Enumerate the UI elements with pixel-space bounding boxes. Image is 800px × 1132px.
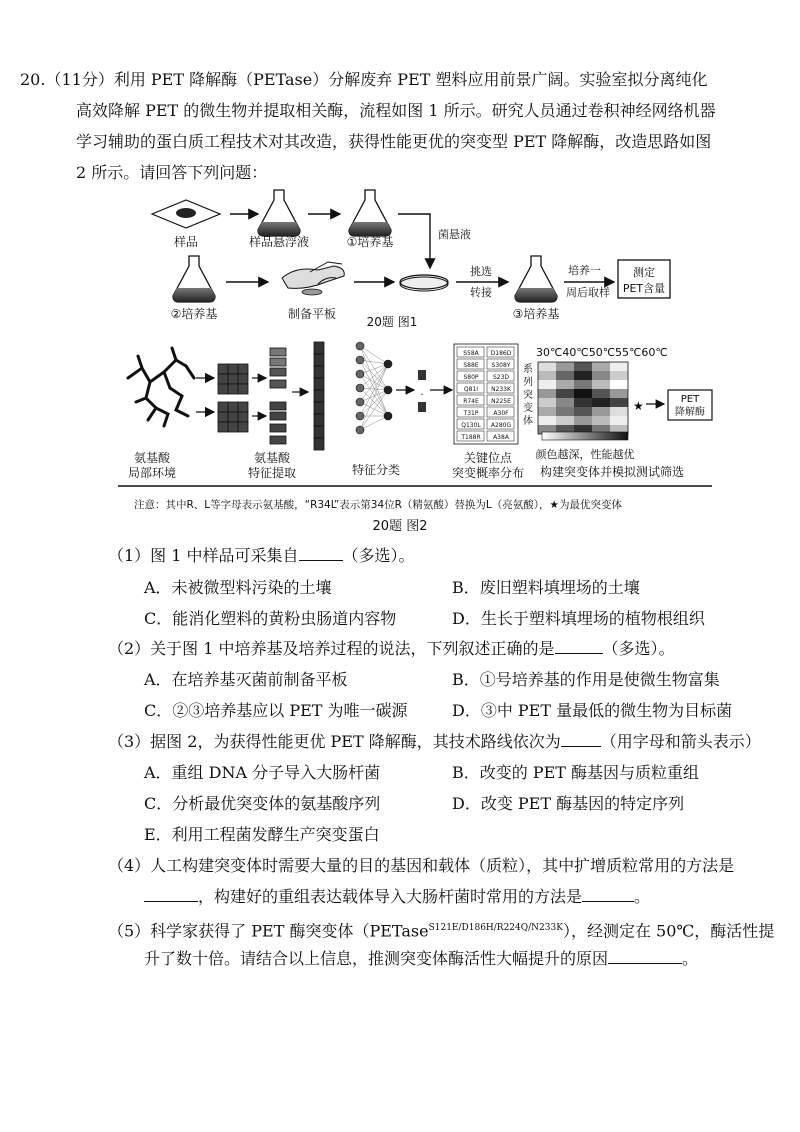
question-number: 20. [20, 70, 46, 89]
heatmap-cell [610, 398, 628, 407]
heatmap-cell [556, 380, 574, 389]
heatmap-cell [610, 362, 628, 371]
feature-vector [314, 342, 324, 450]
mutant-label: N225E [491, 398, 511, 405]
color-scale [542, 432, 628, 440]
feature-stacks [270, 348, 286, 444]
subq2-option-b[interactable]: B．①号培养基的作用是使微生物富集 [452, 670, 720, 689]
label-feat-2: 特征提取 [247, 466, 297, 480]
heatmap-cell [610, 416, 628, 425]
molecule-icon [128, 348, 194, 426]
heatmap-cell [538, 362, 556, 371]
subq2-option-d[interactable]: D．③中 PET 量最低的微生物为目标菌 [452, 701, 733, 720]
heatmap-cell [574, 371, 592, 380]
heatmap-cell [592, 398, 610, 407]
heatmap-cell [574, 362, 592, 371]
feature-cubes [218, 364, 248, 432]
mutant-label: A30F [493, 410, 509, 417]
subq1-option-a[interactable]: A．未被微型料污染的土壤 [144, 578, 332, 597]
heatmap-cell [538, 398, 556, 407]
figure2-caption: 20题 图2 [372, 519, 428, 534]
heatmap-cell [538, 416, 556, 425]
label-bacteria-liquid: 菌悬液 [438, 228, 471, 241]
heatmap-cell [538, 407, 556, 416]
heatmap-cell [610, 371, 628, 380]
best-mutant-star-icon: ★ [633, 399, 644, 413]
heatmap-cell [592, 416, 610, 425]
mutant-label: A280G [490, 422, 512, 429]
label-sample: 样品 [173, 235, 199, 249]
mutant-label: S88E [463, 362, 479, 369]
mutant-label: R74E [463, 398, 479, 405]
mutant-label: T188R [461, 434, 481, 441]
label-plate: 制备平板 [287, 307, 337, 321]
heatmap-cell [610, 407, 628, 416]
mutant-label: S58A [463, 350, 479, 357]
subq3-stem: （3）据图 2，为获得性能更优 PET 降解酶，其技术路线依次为 （用字母和箭头表示） [108, 727, 761, 757]
mutant-label: S23D [492, 374, 510, 381]
color-note: 颜色越深，性能越优 [535, 448, 635, 461]
subq1-blank[interactable] [299, 542, 343, 561]
label-env-1: 氨基酸 [133, 451, 171, 465]
subq3-option-a[interactable]: A．重组 DNA 分子导入大肠杆菌 [144, 763, 381, 782]
mutant-table [454, 344, 518, 444]
heatmap-cell [610, 380, 628, 389]
petri-dish-icon [400, 275, 448, 291]
subq4-blank-2[interactable] [582, 883, 634, 902]
heatmap [538, 362, 628, 434]
label-site-2: 突变概率分布 [451, 466, 525, 480]
heatmap-cell [538, 371, 556, 380]
heatmap-cell [574, 389, 592, 398]
series-label-char: 系 [523, 364, 533, 375]
mutant-label: Q130L [461, 422, 481, 429]
subq1-option-d[interactable]: D．生长于塑料填埋场的植物根组织 [452, 609, 705, 628]
label-medium1: ①培养基 [346, 235, 394, 249]
label-env-2: 局部环境 [127, 466, 177, 480]
heatmap-cell [592, 371, 610, 380]
label-feat-1: 氨基酸 [253, 451, 291, 465]
label-suspension: 样品悬浮液 [248, 235, 310, 249]
subq2-option-c[interactable]: C．②③培养基应以 PET 为唯一碳源 [144, 701, 408, 720]
heatmap-cell [592, 380, 610, 389]
subq3-option-e[interactable]: E．利用工程菌发酵生产突变蛋白 [144, 825, 380, 844]
subq4-line2: ，构建好的重组表达载体导入大肠杆菌时常用的方法是 。 [144, 882, 650, 912]
heatmap-cell [538, 389, 556, 398]
series-label-char: 体 [523, 416, 533, 427]
mutant-label: S308Y [491, 362, 511, 369]
subq5-blank[interactable] [608, 945, 682, 964]
mutant-label: A38A [493, 434, 509, 441]
flask-medium3-icon [515, 256, 557, 302]
heatmap-cell [538, 380, 556, 389]
question-points: （11分） [45, 70, 114, 89]
mutant-label: S80P [463, 374, 479, 381]
pet-box-line2: 降解酶 [675, 407, 705, 418]
subq1-option-b[interactable]: B．废旧塑料填埋场的土壤 [452, 578, 640, 597]
heatmap-cell [556, 371, 574, 380]
mutant-label: T31P [463, 410, 479, 417]
label-classify: 特征分类 [351, 463, 401, 477]
intro-line-2: 高效降解 PET 的微生物并提取相关酶，流程如图 1 所示。研究人员通过卷积神经网络机器 [76, 101, 716, 120]
subq3-option-b[interactable]: B．改变的 PET 酶基因与质粒重组 [452, 763, 700, 782]
series-label-char: 变 [523, 403, 533, 414]
label-medium3: ③培养基 [512, 307, 560, 321]
subq2-option-a[interactable]: A．在培养基灭菌前制备平板 [144, 670, 348, 689]
figures-svg [0, 0, 800, 540]
label-transfer: 转接 [470, 286, 492, 299]
series-label-char: 列 [523, 377, 533, 388]
heatmap-cell [574, 407, 592, 416]
subq5-line2: 升了数十倍。请结合以上信息，推测突变体酶活性大幅提升的原因 。 [144, 944, 698, 974]
label-culture-week: 培养一 [568, 264, 601, 277]
pet-box-line1: PET [680, 394, 700, 405]
mutant-label: Q81I [463, 386, 479, 393]
intro-line-3: 学习辅助的蛋白质工程技术对其改造，获得性能更优的突变型 PET 降解酶，改造思路如图 [76, 132, 712, 151]
subq3-blank[interactable] [561, 728, 601, 747]
flask-medium1-icon [349, 190, 391, 236]
subq4-blank-1[interactable] [144, 883, 198, 902]
subq3-option-c[interactable]: C．分析最优突变体的氨基酸序列 [144, 794, 381, 813]
heatmap-cell [556, 407, 574, 416]
subq5-superscript: S121E/D186H/R224Q/N233K [428, 923, 563, 933]
figure1 [152, 190, 670, 329]
heatmap-cell [574, 398, 592, 407]
heatmap-cell [592, 389, 610, 398]
figure2 [118, 342, 712, 534]
heatmap-cell [592, 362, 610, 371]
series-mutants-label [523, 362, 533, 427]
sample-icon [152, 200, 220, 228]
label-screen: 构建突变体并模拟测试筛选 [539, 465, 685, 479]
svg-text:·: · [420, 390, 424, 401]
subq1-stem: （1）图 1 中样品可采集自 （多选）。 [108, 541, 415, 571]
heatmap-cell [574, 380, 592, 389]
intro-line-4: 2 所示。请回答下列问题： [76, 163, 268, 182]
label-pick: 挑选 [470, 265, 492, 278]
temps-header: 30℃40℃50℃55℃60℃ [536, 346, 668, 359]
heatmap-cell [556, 389, 574, 398]
label-site-1: 关键位点 [463, 451, 513, 465]
plate-pouring-icon [282, 262, 344, 295]
subq2-blank[interactable] [555, 635, 603, 654]
intro-line-1: 利用 PET 降解酶（PETase）分解废弃 PET 塑料应用前景广阔。实验室拟分离纯化 [113, 70, 708, 89]
heatmap-cell [610, 389, 628, 398]
subq5-line1: （5）科学家获得了 PET 酶突变体（PETase$^{S121E/D186H/R224Q/N233K}$），经测定在 50℃，酶活性提 [108, 921, 775, 941]
label-measure-2: PET含量 [622, 282, 666, 295]
figure2-note: 注意：其中R、L等字母表示氨基酸，“R34L”表示第34位R（精氨酸）替换为L（亮氨酸），★为最优突变体 [134, 499, 622, 511]
mutant-label: N233K [491, 386, 511, 393]
label-after-sampling: 周后取样 [566, 286, 610, 299]
heatmap-cell [556, 362, 574, 371]
heatmap-cell [556, 398, 574, 407]
label-measure-1: 测定 [633, 266, 655, 279]
heatmap-cell [574, 416, 592, 425]
label-medium2: ②培养基 [170, 307, 218, 321]
subq4-line1: （4）人工构建突变体时需要大量的目的基因和载体（质粒），其中扩增质粒常用的方法是 [108, 856, 735, 875]
flask-medium2-icon [173, 256, 215, 302]
subq3-option-d[interactable]: D．改变 PET 酶基因的特定序列 [452, 794, 685, 813]
subq2-stem: （2）关于图 1 中培养基及培养过程的说法，下列叙述正确的是 （多选）。 [108, 634, 675, 664]
neural-network [356, 342, 452, 434]
flask-suspension-icon [258, 190, 300, 236]
figure1-caption: 20题 图1 [366, 315, 418, 329]
mutant-label: D186D [490, 350, 512, 357]
heatmap-cell [592, 407, 610, 416]
heatmap-cell [556, 416, 574, 425]
series-label-char: 突 [523, 390, 533, 401]
subq1-option-c[interactable]: C．能消化塑料的黄粉虫肠道内容物 [144, 609, 397, 628]
